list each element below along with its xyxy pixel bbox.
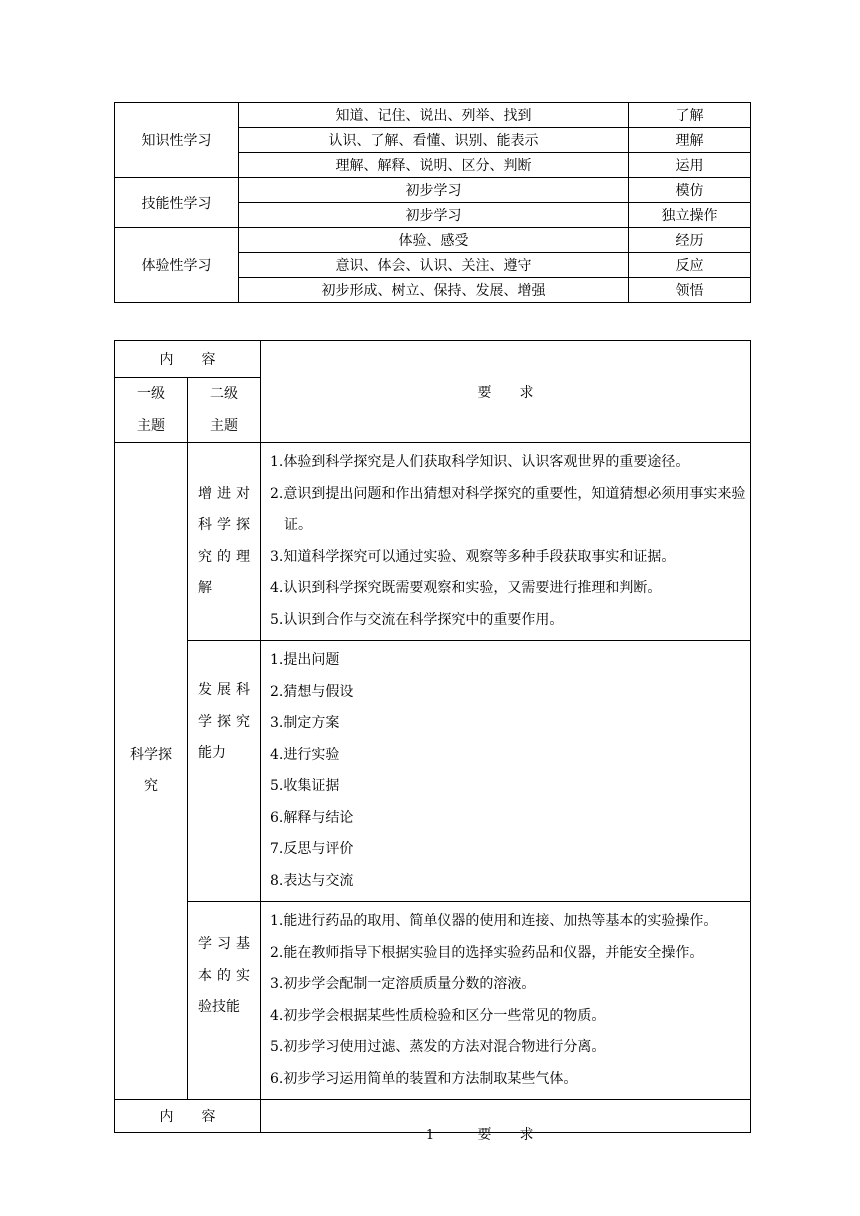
table-row <box>115 228 751 253</box>
subtopic-line: 解 <box>198 580 212 596</box>
category-cell: 体验性学习 <box>115 228 239 303</box>
table-row <box>115 641 751 902</box>
list-item: 7.反思与评价 <box>270 841 354 857</box>
footer-content: 内 容 <box>115 1100 261 1133</box>
content-requirements-table <box>114 340 751 1143</box>
verbs-cell: 理解、解释、说明、区分、判断 <box>239 153 629 178</box>
header-requirements: 要 求 <box>261 341 751 443</box>
requirements-cell <box>261 641 751 902</box>
level-cell: 经历 <box>629 228 751 253</box>
header-level2 <box>188 378 261 443</box>
subtopic-line: 能力 <box>198 745 226 761</box>
verbs-cell: 初步学习 <box>239 203 629 228</box>
level-cell: 运用 <box>629 153 751 178</box>
header-content: 内 容 <box>115 341 261 378</box>
subtopic-line: 验技能 <box>198 999 240 1016</box>
requirements-cell <box>261 902 751 1100</box>
main-topic-line: 科学探 <box>130 747 172 763</box>
header-level1-line: 主题 <box>137 418 165 434</box>
learning-levels-table <box>114 102 751 303</box>
header-level2-line: 二级 <box>210 386 238 402</box>
list-item: 2.能在教师指导下根据实验目的选择实验药品和仪器，并能安全操作。 <box>270 944 704 961</box>
level-cell: 独立操作 <box>629 203 751 228</box>
main-topic-cell <box>115 443 188 1100</box>
subtopic-line: 究的理 <box>198 548 250 565</box>
verbs-cell: 初步形成、树立、保持、发展、增强 <box>239 278 629 303</box>
list-item: 2.意识到提出问题和作出猜想对科学探究的重要性，知道猜想必须用事实来验证。 <box>270 485 746 533</box>
verbs-cell: 体验、感受 <box>239 228 629 253</box>
list-item: 3.初步学会配制一定溶质质量分数的溶液。 <box>270 976 536 992</box>
list-item: 8.表达与交流 <box>270 872 354 889</box>
list-item: 3.知道科学探究可以通过实验、观察等多种手段获取事实和证据。 <box>270 548 676 565</box>
list-item: 4.初步学会根据某些性质检验和区分一些常见的物质。 <box>270 1007 606 1024</box>
footer-requirements: 要 求 <box>477 1127 534 1143</box>
verbs-cell: 意识、体会、认识、关注、遵守 <box>239 253 629 278</box>
subtopic-line: 科学探 <box>198 517 250 533</box>
header-level1 <box>115 378 188 443</box>
list-item: 4.认识到科学探究既需要观察和实验，又需要进行推理和判断。 <box>270 580 662 596</box>
subtopic-line: 学探究 <box>198 713 250 730</box>
list-item: 5.初步学习使用过滤、蒸发的方法对混合物进行分离。 <box>270 1039 606 1055</box>
list-item: 5.认识到合作与交流在科学探究中的重要作用。 <box>270 611 564 628</box>
list-item: 5.收集证据 <box>270 778 340 794</box>
verbs-cell: 初步学习 <box>239 178 629 203</box>
subtopic-line: 学习基 <box>198 936 250 953</box>
list-item: 3.制定方案 <box>270 715 340 731</box>
list-item: 6.解释与结论 <box>270 809 354 826</box>
header-level2-line: 主题 <box>210 418 238 434</box>
verbs-cell: 知道、记住、说出、列举、找到 <box>239 103 629 128</box>
category-cell: 知识性学习 <box>115 103 239 178</box>
subtopic-cell <box>188 902 261 1100</box>
level-cell: 模仿 <box>629 178 751 203</box>
subtopic-line: 发展科 <box>198 682 250 698</box>
list-item: 1.能进行药品的取用、简单仪器的使用和连接、加热等基本的实验操作。 <box>270 913 718 929</box>
list-item: 2.猜想与假设 <box>270 683 354 700</box>
subtopic-line: 增进对 <box>198 485 250 502</box>
level-cell: 了解 <box>629 103 751 128</box>
level-cell: 反应 <box>629 253 751 278</box>
list-item: 4.进行实验 <box>270 746 340 763</box>
table-row <box>115 103 751 128</box>
list-item: 6.初步学习运用简单的装置和方法制取某些气体。 <box>270 1070 578 1087</box>
level-cell: 领悟 <box>629 278 751 303</box>
main-topic-line: 究 <box>144 778 158 794</box>
category-cell: 技能性学习 <box>115 178 239 228</box>
level-cell: 理解 <box>629 128 751 153</box>
table-row <box>115 902 751 1100</box>
subtopic-cell <box>188 641 261 902</box>
subtopic-line: 本的实 <box>198 967 250 984</box>
page-number: 1 <box>425 1128 435 1143</box>
list-item: 1.提出问题 <box>270 652 340 668</box>
list-item: 1.体验到科学探究是人们获取科学知识、认识客观世界的重要途径。 <box>270 454 690 470</box>
requirements-cell <box>261 443 751 641</box>
header-level1-line: 一级 <box>137 386 165 402</box>
table-row <box>115 443 751 641</box>
verbs-cell: 认识、了解、看懂、识别、能表示 <box>239 128 629 153</box>
subtopic-cell <box>188 443 261 641</box>
table-row <box>115 178 751 203</box>
